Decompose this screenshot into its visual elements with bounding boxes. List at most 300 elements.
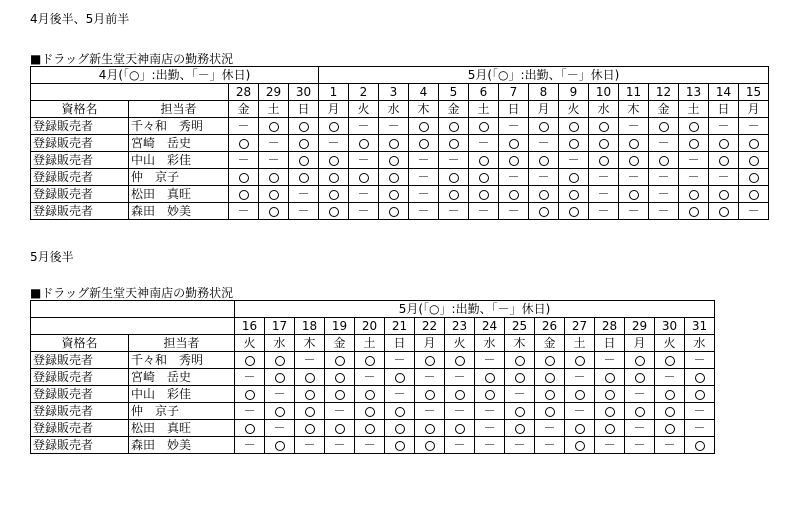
off-dash-icon: － xyxy=(417,170,430,184)
off-dash-icon: － xyxy=(717,119,730,133)
attendance-cell xyxy=(469,135,499,152)
attendance-cell xyxy=(535,420,565,437)
work-circle-icon xyxy=(359,139,369,149)
weekday-cell: 木 xyxy=(409,101,439,118)
work-circle-icon xyxy=(275,407,285,417)
weekday-cell: 火 xyxy=(235,335,265,352)
attendance-cell xyxy=(325,420,355,437)
attendance-cell xyxy=(349,203,379,220)
attendance-cell xyxy=(229,186,259,203)
work-circle-icon xyxy=(305,390,315,400)
work-circle-icon xyxy=(479,156,489,166)
date-cell: 16 xyxy=(235,318,265,335)
date-cell: 20 xyxy=(355,318,385,335)
weekday-cell: 水 xyxy=(475,335,505,352)
attendance-cell xyxy=(235,403,265,420)
work-circle-icon xyxy=(665,407,675,417)
work-circle-icon xyxy=(635,373,645,383)
group-label-may: 5月(「○」:出勤、「－」休日) xyxy=(319,67,769,84)
work-circle-icon xyxy=(335,356,345,366)
attendance-cell xyxy=(319,135,349,152)
attendance-cell xyxy=(469,118,499,135)
off-dash-icon: － xyxy=(693,404,706,418)
off-dash-icon: － xyxy=(417,153,430,167)
work-circle-icon xyxy=(635,407,645,417)
attendance-cell xyxy=(355,352,385,369)
attendance-cell xyxy=(739,169,769,186)
weekday-cell: 金 xyxy=(439,101,469,118)
date-cell: 27 xyxy=(565,318,595,335)
work-circle-icon xyxy=(389,207,399,217)
date-row xyxy=(31,318,715,335)
date-cell: 13 xyxy=(679,84,709,101)
off-dash-icon: － xyxy=(597,170,610,184)
attendance-cell xyxy=(529,186,559,203)
off-dash-icon: － xyxy=(303,438,316,452)
work-circle-icon xyxy=(719,139,729,149)
qualification-cell: 登録販売者 xyxy=(31,118,129,135)
work-circle-icon xyxy=(425,424,435,434)
attendance-cell xyxy=(355,420,385,437)
date-cell: 26 xyxy=(535,318,565,335)
off-dash-icon: － xyxy=(393,353,406,367)
attendance-cell xyxy=(595,386,625,403)
attendance-cell xyxy=(505,386,535,403)
date-cell: 7 xyxy=(499,84,529,101)
attendance-cell xyxy=(565,386,595,403)
table-row xyxy=(31,369,715,386)
date-cell: 15 xyxy=(739,84,769,101)
attendance-cell xyxy=(415,403,445,420)
work-circle-icon xyxy=(449,190,459,200)
weekday-cell: 火 xyxy=(655,335,685,352)
work-circle-icon xyxy=(239,139,249,149)
off-dash-icon: － xyxy=(627,170,640,184)
weekday-cell: 月 xyxy=(739,101,769,118)
date-cell: 12 xyxy=(649,84,679,101)
work-circle-icon xyxy=(365,424,375,434)
attendance-cell xyxy=(235,352,265,369)
work-circle-icon xyxy=(749,190,759,200)
table-row xyxy=(31,352,715,369)
group-header-row xyxy=(31,301,715,318)
weekday-cell: 金 xyxy=(229,101,259,118)
weekday-cell: 日 xyxy=(385,335,415,352)
weekday-cell: 火 xyxy=(445,335,475,352)
work-circle-icon xyxy=(689,139,699,149)
off-dash-icon: － xyxy=(513,387,526,401)
off-dash-icon: － xyxy=(237,119,250,133)
weekday-cell: 水 xyxy=(589,101,619,118)
attendance-cell xyxy=(349,169,379,186)
work-circle-icon xyxy=(269,173,279,183)
attendance-cell xyxy=(475,369,505,386)
off-dash-icon: － xyxy=(603,353,616,367)
weekday-cell: 土 xyxy=(679,101,709,118)
attendance-cell xyxy=(559,118,589,135)
work-circle-icon xyxy=(389,139,399,149)
attendance-cell xyxy=(439,118,469,135)
off-dash-icon: － xyxy=(357,204,370,218)
table-row xyxy=(31,203,769,220)
attendance-cell xyxy=(289,186,319,203)
attendance-cell xyxy=(499,135,529,152)
qualification-cell: 登録販売者 xyxy=(31,169,129,186)
work-circle-icon xyxy=(659,122,669,132)
attendance-cell xyxy=(319,169,349,186)
work-circle-icon xyxy=(575,356,585,366)
off-dash-icon: － xyxy=(417,187,430,201)
date-cell: 4 xyxy=(409,84,439,101)
work-circle-icon xyxy=(305,407,315,417)
attendance-cell xyxy=(619,169,649,186)
attendance-cell xyxy=(535,437,565,454)
attendance-cell xyxy=(535,369,565,386)
attendance-cell xyxy=(259,169,289,186)
attendance-cell xyxy=(499,203,529,220)
weekday-cell: 月 xyxy=(625,335,655,352)
work-circle-icon xyxy=(329,207,339,217)
work-circle-icon xyxy=(605,373,615,383)
attendance-cell xyxy=(259,186,289,203)
attendance-cell xyxy=(235,420,265,437)
attendance-cell xyxy=(655,403,685,420)
attendance-cell xyxy=(379,186,409,203)
work-circle-icon xyxy=(245,390,255,400)
off-dash-icon: － xyxy=(297,187,310,201)
work-circle-icon xyxy=(299,122,309,132)
attendance-cell xyxy=(355,386,385,403)
header-spacer xyxy=(31,318,235,335)
attendance-cell xyxy=(289,169,319,186)
off-dash-icon: － xyxy=(237,204,250,218)
qualification-cell: 登録販売者 xyxy=(31,135,129,152)
work-circle-icon xyxy=(605,390,615,400)
weekday-cell: 金 xyxy=(535,335,565,352)
attendance-cell xyxy=(445,420,475,437)
attendance-cell xyxy=(655,420,685,437)
attendance-cell xyxy=(595,352,625,369)
attendance-cell xyxy=(445,403,475,420)
work-circle-icon xyxy=(389,173,399,183)
date-cell: 30 xyxy=(655,318,685,335)
table-row xyxy=(31,403,715,420)
attendance-cell xyxy=(619,203,649,220)
off-dash-icon: － xyxy=(693,353,706,367)
attendance-cell xyxy=(685,386,715,403)
work-circle-icon xyxy=(515,407,525,417)
off-dash-icon: － xyxy=(543,438,556,452)
staff-name-cell: 森田 妙美 xyxy=(129,437,235,454)
off-dash-icon: － xyxy=(627,119,640,133)
attendance-cell xyxy=(655,386,685,403)
attendance-cell xyxy=(709,169,739,186)
off-dash-icon: － xyxy=(507,119,520,133)
work-circle-icon xyxy=(359,173,369,183)
attendance-cell xyxy=(319,118,349,135)
off-dash-icon: － xyxy=(453,370,466,384)
work-circle-icon xyxy=(545,373,555,383)
attendance-cell xyxy=(505,437,535,454)
attendance-cell xyxy=(679,135,709,152)
off-dash-icon: － xyxy=(537,170,550,184)
work-circle-icon xyxy=(335,373,345,383)
attendance-cell xyxy=(739,118,769,135)
work-circle-icon xyxy=(515,356,525,366)
attendance-cell xyxy=(649,152,679,169)
attendance-cell xyxy=(229,203,259,220)
attendance-cell xyxy=(475,420,505,437)
attendance-cell xyxy=(649,118,679,135)
work-circle-icon xyxy=(479,173,489,183)
attendance-cell xyxy=(385,420,415,437)
work-circle-icon xyxy=(575,424,585,434)
attendance-cell xyxy=(685,420,715,437)
attendance-cell xyxy=(415,386,445,403)
work-circle-icon xyxy=(665,356,675,366)
qualification-cell: 登録販売者 xyxy=(31,186,129,203)
work-circle-icon xyxy=(569,139,579,149)
work-circle-icon xyxy=(599,122,609,132)
work-circle-icon xyxy=(335,390,345,400)
attendance-table-late xyxy=(30,300,715,454)
off-dash-icon: － xyxy=(597,204,610,218)
work-circle-icon xyxy=(425,356,435,366)
attendance-cell xyxy=(619,135,649,152)
work-circle-icon xyxy=(635,356,645,366)
date-cell: 11 xyxy=(619,84,649,101)
off-dash-icon: － xyxy=(243,370,256,384)
work-circle-icon xyxy=(329,173,339,183)
column-header-qualification: 資格名 xyxy=(31,335,129,352)
off-dash-icon: － xyxy=(243,404,256,418)
off-dash-icon: － xyxy=(663,438,676,452)
off-dash-icon: － xyxy=(687,170,700,184)
attendance-cell xyxy=(739,186,769,203)
weekday-cell: 日 xyxy=(499,101,529,118)
work-circle-icon xyxy=(719,190,729,200)
table-row xyxy=(31,420,715,437)
attendance-cell xyxy=(265,386,295,403)
off-dash-icon: － xyxy=(687,153,700,167)
weekday-cell: 月 xyxy=(415,335,445,352)
weekday-cell: 火 xyxy=(349,101,379,118)
attendance-cell xyxy=(685,437,715,454)
attendance-cell xyxy=(265,403,295,420)
attendance-cell xyxy=(559,203,589,220)
weekday-cell: 火 xyxy=(559,101,589,118)
off-dash-icon: － xyxy=(483,438,496,452)
work-circle-icon xyxy=(275,356,285,366)
work-circle-icon xyxy=(269,207,279,217)
attendance-cell xyxy=(589,118,619,135)
work-circle-icon xyxy=(689,190,699,200)
attendance-cell xyxy=(325,437,355,454)
qualification-cell: 登録販売者 xyxy=(31,437,129,454)
group-label-may: 5月(「○」:出勤、「－」休日) xyxy=(235,301,715,318)
attendance-cell xyxy=(385,386,415,403)
column-header-staff: 担当者 xyxy=(129,335,235,352)
attendance-cell xyxy=(319,203,349,220)
attendance-cell xyxy=(589,203,619,220)
work-circle-icon xyxy=(329,156,339,166)
weekday-cell: 木 xyxy=(505,335,535,352)
attendance-cell xyxy=(229,152,259,169)
attendance-cell xyxy=(355,437,385,454)
column-header-qualification: 資格名 xyxy=(31,101,129,118)
work-circle-icon xyxy=(515,373,525,383)
staff-name-cell: 千々和 秀明 xyxy=(129,352,235,369)
attendance-cell xyxy=(379,152,409,169)
attendance-cell xyxy=(559,169,589,186)
attendance-cell xyxy=(685,352,715,369)
off-dash-icon: － xyxy=(477,136,490,150)
attendance-cell xyxy=(439,169,469,186)
attendance-cell xyxy=(499,118,529,135)
attendance-cell xyxy=(565,420,595,437)
staff-name-cell: 松田 真旺 xyxy=(129,186,229,203)
date-cell: 17 xyxy=(265,318,295,335)
column-header-staff: 担当者 xyxy=(129,101,229,118)
table-row xyxy=(31,386,715,403)
weekday-row xyxy=(31,335,715,352)
attendance-cell xyxy=(649,186,679,203)
date-cell: 9 xyxy=(559,84,589,101)
off-dash-icon: － xyxy=(633,387,646,401)
attendance-cell xyxy=(589,186,619,203)
work-circle-icon xyxy=(749,139,759,149)
attendance-cell xyxy=(619,152,649,169)
off-dash-icon: － xyxy=(507,170,520,184)
work-circle-icon xyxy=(695,390,705,400)
off-dash-icon: － xyxy=(447,204,460,218)
attendance-cell xyxy=(469,203,499,220)
attendance-cell xyxy=(529,169,559,186)
attendance-cell xyxy=(475,352,505,369)
date-cell: 8 xyxy=(529,84,559,101)
attendance-cell xyxy=(385,403,415,420)
attendance-cell xyxy=(709,152,739,169)
attendance-cell xyxy=(295,403,325,420)
attendance-cell xyxy=(469,169,499,186)
off-dash-icon: － xyxy=(327,136,340,150)
attendance-cell xyxy=(289,135,319,152)
work-circle-icon xyxy=(275,441,285,451)
attendance-cell xyxy=(415,352,445,369)
attendance-cell xyxy=(649,203,679,220)
attendance-cell xyxy=(469,152,499,169)
off-dash-icon: － xyxy=(717,170,730,184)
work-circle-icon xyxy=(329,190,339,200)
attendance-cell xyxy=(505,352,535,369)
attendance-cell xyxy=(415,369,445,386)
work-circle-icon xyxy=(449,173,459,183)
work-circle-icon xyxy=(509,156,519,166)
off-dash-icon: － xyxy=(747,204,760,218)
work-circle-icon xyxy=(449,122,459,132)
section2-heading: 5月後半 xyxy=(30,250,74,264)
date-cell: 25 xyxy=(505,318,535,335)
work-circle-icon xyxy=(629,139,639,149)
weekday-cell: 木 xyxy=(619,101,649,118)
attendance-cell xyxy=(595,369,625,386)
date-cell: 24 xyxy=(475,318,505,335)
work-circle-icon xyxy=(485,390,495,400)
attendance-cell xyxy=(499,186,529,203)
attendance-cell xyxy=(655,352,685,369)
off-dash-icon: － xyxy=(273,387,286,401)
qualification-cell: 登録販売者 xyxy=(31,369,129,386)
off-dash-icon: － xyxy=(633,438,646,452)
work-circle-icon xyxy=(605,424,615,434)
attendance-cell xyxy=(325,369,355,386)
qualification-cell: 登録販売者 xyxy=(31,352,129,369)
attendance-cell xyxy=(535,403,565,420)
work-circle-icon xyxy=(539,156,549,166)
work-circle-icon xyxy=(365,407,375,417)
attendance-cell xyxy=(439,186,469,203)
off-dash-icon: － xyxy=(357,119,370,133)
off-dash-icon: － xyxy=(237,153,250,167)
weekday-cell: 日 xyxy=(289,101,319,118)
attendance-cell xyxy=(385,437,415,454)
attendance-cell xyxy=(295,437,325,454)
work-circle-icon xyxy=(695,441,705,451)
attendance-cell xyxy=(505,420,535,437)
attendance-cell xyxy=(445,386,475,403)
off-dash-icon: － xyxy=(363,438,376,452)
work-circle-icon xyxy=(485,373,495,383)
work-circle-icon xyxy=(395,407,405,417)
attendance-cell xyxy=(595,403,625,420)
attendance-cell xyxy=(265,352,295,369)
attendance-cell xyxy=(529,152,559,169)
work-circle-icon xyxy=(365,356,375,366)
work-circle-icon xyxy=(575,390,585,400)
work-circle-icon xyxy=(515,424,525,434)
qualification-cell: 登録販売者 xyxy=(31,152,129,169)
attendance-cell xyxy=(409,186,439,203)
staff-name-cell: 宮崎 岳史 xyxy=(129,135,229,152)
off-dash-icon: － xyxy=(657,170,670,184)
attendance-cell xyxy=(415,437,445,454)
attendance-cell xyxy=(655,369,685,386)
attendance-cell xyxy=(289,118,319,135)
off-dash-icon: － xyxy=(483,353,496,367)
attendance-cell xyxy=(295,420,325,437)
attendance-cell xyxy=(709,135,739,152)
off-dash-icon: － xyxy=(693,421,706,435)
date-cell: 14 xyxy=(709,84,739,101)
work-circle-icon xyxy=(539,190,549,200)
off-dash-icon: － xyxy=(393,387,406,401)
attendance-cell xyxy=(439,203,469,220)
off-dash-icon: － xyxy=(273,421,286,435)
off-dash-icon: － xyxy=(417,204,430,218)
date-cell: 22 xyxy=(415,318,445,335)
attendance-cell xyxy=(409,135,439,152)
off-dash-icon: － xyxy=(267,153,280,167)
date-cell: 10 xyxy=(589,84,619,101)
attendance-cell xyxy=(625,386,655,403)
attendance-cell xyxy=(625,352,655,369)
work-circle-icon xyxy=(365,390,375,400)
off-dash-icon: － xyxy=(357,187,370,201)
attendance-cell xyxy=(505,403,535,420)
work-circle-icon xyxy=(269,190,279,200)
work-circle-icon xyxy=(239,190,249,200)
table-row xyxy=(31,135,769,152)
